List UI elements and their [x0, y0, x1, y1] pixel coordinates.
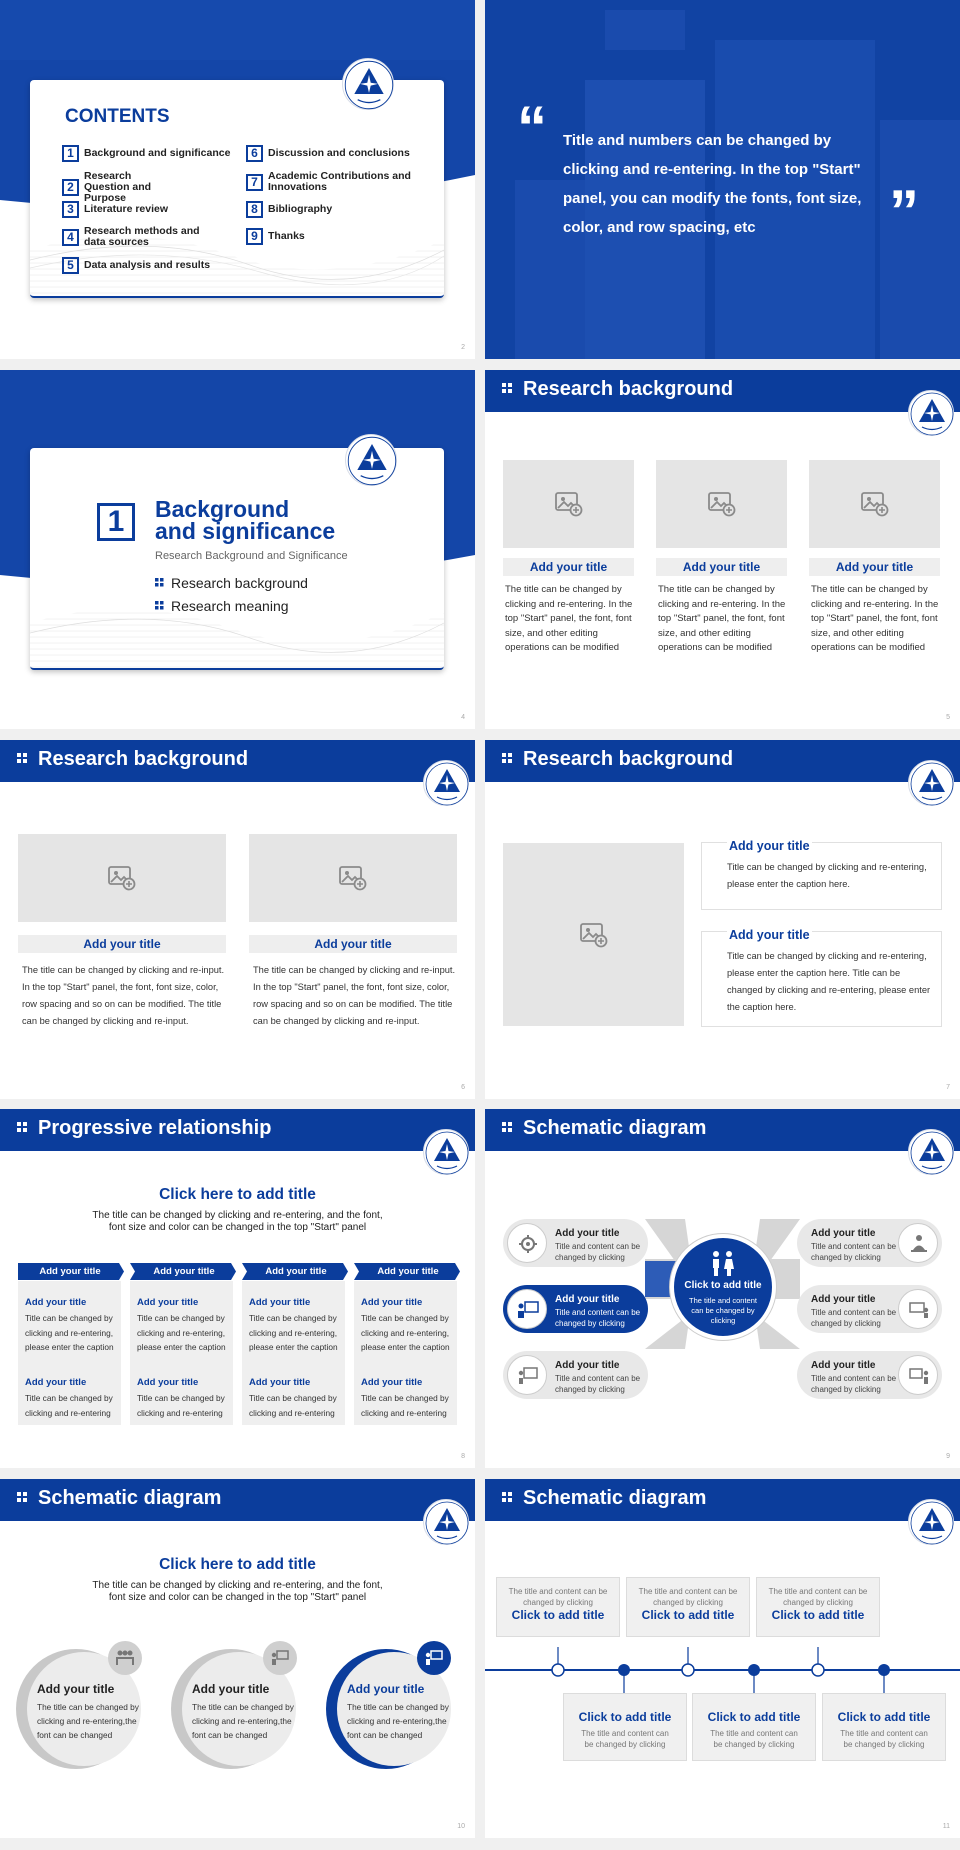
slide-research-background-2col[interactable] — [0, 740, 475, 1099]
section-bullet-1[interactable]: Research background — [155, 575, 308, 591]
header-title: Research background — [523, 378, 734, 400]
header-title: Schematic diagram — [523, 1487, 707, 1509]
dots-icon — [17, 753, 27, 767]
slide-research-background-image-text[interactable] — [485, 740, 960, 1099]
timeline-line — [485, 1479, 960, 1838]
diagram-item[interactable]: Add your title Title and content can be changed by clicking — [797, 1219, 942, 1267]
card-text: The title can be changed by clicking and re-input. In the top "Start" panel, the font, font size, color, row spacing and so on can be modified. The title can be changed by clicking and re-input. — [253, 965, 456, 1026]
box-text: Title can be changed by clicking and re-entering, please enter the caption here. — [727, 862, 927, 889]
slide-schematic-circles[interactable] — [0, 1479, 475, 1838]
close-quote-mark: ” — [889, 178, 919, 245]
open-quote-mark: “ — [517, 94, 547, 161]
dots-icon — [155, 578, 165, 588]
card-title[interactable]: Add your title — [809, 558, 940, 576]
contents-item-5[interactable]: 5 Data analysis and results — [62, 257, 210, 274]
slide-research-background-3col[interactable] — [485, 370, 960, 729]
slide-subtitle: The title can be changed by clicking and re-entering, and the font, font size and color can be changed in the top "Start" panel — [92, 1580, 383, 1603]
section-title[interactable]: Background and significance — [155, 496, 336, 544]
contents-item-4[interactable]: 4 Research methods and data sources — [62, 226, 209, 248]
page-number: 6 — [461, 1084, 465, 1091]
chat-icon — [898, 1289, 938, 1329]
column-box[interactable]: Add your title Title can be changed by clicking and re-entering, please enter the caption Add your title Title can be changed by clicking and re-entering — [130, 1281, 233, 1425]
contents-item-3[interactable]: 3 Literature review — [62, 201, 168, 218]
presenter-icon — [507, 1289, 547, 1329]
card-text: The title can be changed by clicking and re-entering. In the top "Start" panel, the font, font size, and other editing operations can be modified — [505, 584, 633, 653]
image-add-icon — [708, 491, 736, 517]
contents-card — [30, 80, 444, 298]
text-box[interactable] — [701, 928, 942, 1027]
contents-item-8[interactable]: 8 Bibliography — [246, 201, 332, 218]
circle-title[interactable]: Add your title — [192, 1682, 270, 1696]
center-title: Click to add title — [684, 1280, 762, 1291]
image-placeholder[interactable] — [503, 843, 684, 1026]
column-header[interactable]: Add your title — [265, 1266, 327, 1277]
image-placeholder[interactable] — [809, 460, 940, 548]
column-header[interactable]: Add your title — [153, 1266, 215, 1277]
dots-icon — [502, 753, 512, 767]
page-number: 8 — [461, 1453, 465, 1460]
box-title: Add your title — [729, 839, 810, 853]
header-title: Research background — [523, 748, 734, 770]
image-placeholder[interactable] — [249, 834, 457, 922]
university-seal-logo — [345, 434, 397, 486]
university-seal-logo — [908, 390, 954, 436]
dots-icon — [155, 601, 165, 611]
slide-contents[interactable] — [0, 0, 475, 359]
card-title[interactable]: Add your title — [18, 935, 226, 953]
header-title: Schematic diagram — [523, 1117, 707, 1139]
header-title: Progressive relationship — [38, 1117, 272, 1139]
page-number: 2 — [461, 344, 465, 351]
contents-item-6[interactable]: 6 Discussion and conclusions — [246, 145, 410, 162]
section-number: 1 — [97, 503, 135, 541]
diagram-item[interactable]: Add your title Title and content can be changed by clicking — [797, 1285, 942, 1333]
section-bullet-2[interactable]: Research meaning — [155, 598, 289, 614]
card-title[interactable]: Add your title — [656, 558, 787, 576]
diagram-item[interactable]: Add your title Title and content can be changed by clicking — [503, 1219, 648, 1267]
contents-item-1[interactable]: 1 Background and significance — [62, 145, 230, 162]
section-subtitle: Research Background and Significance — [155, 550, 348, 562]
quote-text[interactable]: Title and numbers can be changed by clicking and re-entering. In the top "Start" panel, you can modify the fonts, font size, color, and row spacing, etc — [563, 132, 862, 236]
image-add-icon — [339, 865, 367, 891]
dots-icon — [17, 1122, 27, 1136]
image-add-icon — [108, 865, 136, 891]
slide-section[interactable] — [0, 370, 475, 729]
timeline-box[interactable]: The title and content can be changed by clicking Click to add title — [756, 1577, 880, 1637]
dots-icon — [17, 1492, 27, 1506]
contents-item-9[interactable]: 9 Thanks — [246, 228, 305, 245]
circle-title[interactable]: Add your title — [347, 1682, 425, 1696]
contents-item-2[interactable]: 2 Research Question and Purpose — [62, 171, 217, 204]
university-seal-logo — [423, 1129, 469, 1175]
column-header[interactable]: Add your title — [377, 1266, 439, 1277]
circle-text: The title can be changed by clicking and re-entering,the font can be changed — [192, 1702, 294, 1740]
university-seal-logo — [908, 760, 954, 806]
header-title: Schematic diagram — [38, 1487, 222, 1509]
university-seal-logo — [342, 58, 394, 110]
center-circle[interactable] — [670, 1234, 776, 1340]
people-icon — [708, 1250, 738, 1276]
column-box[interactable]: Add your title Title can be changed by clicking and re-entering, please enter the caption Add your title Title can be changed by clicking and re-entering — [242, 1281, 345, 1425]
university-seal-logo — [423, 760, 469, 806]
slide-subtitle: The title can be changed by clicking and re-entering, and the font, font size and color can be changed in the top "Start" panel — [92, 1210, 383, 1233]
card-title[interactable]: Add your title — [249, 935, 457, 953]
page-number: 9 — [946, 1453, 950, 1460]
text-box[interactable] — [701, 839, 942, 910]
contents-item-7[interactable]: 7 Academic Contributions and Innovations — [246, 171, 418, 193]
diagram-item-active[interactable]: Add your title Title and content can be changed by clicking — [503, 1285, 648, 1333]
teacher-icon — [898, 1355, 938, 1395]
header-title: Research background — [38, 748, 249, 770]
box-title: Add your title — [729, 928, 810, 942]
card-text: The title can be changed by clicking and re-entering. In the top "Start" panel, the font, font size, and other editing operations can be modified — [658, 584, 786, 653]
page-number: 5 — [946, 714, 950, 721]
board-icon — [270, 1649, 290, 1667]
column-header[interactable]: Add your title — [39, 1266, 101, 1277]
slide-header — [0, 1479, 475, 1521]
university-seal-logo — [423, 1499, 469, 1545]
page-number: 10 — [457, 1823, 465, 1830]
diagram-item[interactable]: Add your title Title and content can be changed by clicking — [503, 1351, 648, 1399]
slide-schematic-timeline[interactable] — [485, 1479, 960, 1838]
slide-title[interactable]: Click here to add title — [159, 1186, 316, 1203]
box-text: Title can be changed by clicking and re-entering, please enter the caption here. Title can be changed by clicking and re-entering, please enter the caption here. — [727, 951, 931, 1012]
dots-icon — [502, 383, 512, 397]
card-title[interactable]: Add your title — [503, 558, 634, 576]
person-desk-icon — [898, 1223, 938, 1263]
image-placeholder[interactable] — [503, 460, 634, 548]
timeline-box[interactable]: Click to add title The title and content can be changed by clicking — [822, 1693, 946, 1761]
presenter-icon — [424, 1649, 444, 1667]
timeline-box[interactable]: The title and content can be changed by clicking Click to add title — [496, 1577, 620, 1637]
slide-header — [485, 370, 960, 412]
card-text: The title can be changed by clicking and re-input. In the top "Start" panel, the font, font size, color, row spacing and so on can be modified. The title can be changed by clicking and re-input. — [22, 965, 225, 1026]
circle-text: The title can be changed by clicking and re-entering,the font can be changed — [347, 1702, 449, 1740]
slide-quote[interactable] — [485, 0, 960, 359]
page-number: 7 — [946, 1084, 950, 1091]
image-add-icon — [861, 491, 889, 517]
board-icon — [507, 1355, 547, 1395]
column-box[interactable]: Add your title Title can be changed by clicking and re-entering, please enter the caption Add your title Title can be changed by clicking and re-entering — [18, 1281, 121, 1425]
slide-schematic-radial[interactable] — [485, 1109, 960, 1468]
image-add-icon — [555, 491, 583, 517]
slide-header — [0, 1109, 475, 1151]
image-placeholder[interactable] — [656, 460, 787, 548]
slide-header — [0, 740, 475, 782]
timeline-box[interactable]: Click to add title The title and content can be changed by clicking — [692, 1693, 816, 1761]
slide-progressive-relationship[interactable] — [0, 1109, 475, 1468]
page-number: 4 — [461, 714, 465, 721]
diagram-item[interactable]: Add your title Title and content can be changed by clicking — [797, 1351, 942, 1399]
gear-icon — [507, 1223, 547, 1263]
card-text: The title can be changed by clicking and re-entering. In the top "Start" panel, the font, font size, and other editing operations can be modified — [811, 584, 939, 653]
contents-title: CONTENTS — [65, 106, 170, 127]
people-icon — [115, 1649, 135, 1667]
column-box[interactable]: Add your title Title can be changed by clicking and re-entering, please enter the caption Add your title Title can be changed by clicking and re-entering — [354, 1281, 457, 1425]
timeline-box[interactable]: Click to add title The title and content can be changed by clicking — [563, 1693, 687, 1761]
timeline-box[interactable]: The title and content can be changed by clicking Click to add title — [626, 1577, 750, 1637]
center-text: The title and content can be changed by clicking — [689, 1296, 757, 1325]
slide-header — [485, 740, 960, 782]
image-add-icon — [580, 922, 608, 948]
image-placeholder[interactable] — [18, 834, 226, 922]
slide-title[interactable]: Click here to add title — [159, 1556, 316, 1573]
circle-text: The title can be changed by clicking and re-entering,the font can be changed — [37, 1702, 139, 1740]
circle-title[interactable]: Add your title — [37, 1682, 115, 1696]
page-number: 11 — [942, 1823, 950, 1830]
